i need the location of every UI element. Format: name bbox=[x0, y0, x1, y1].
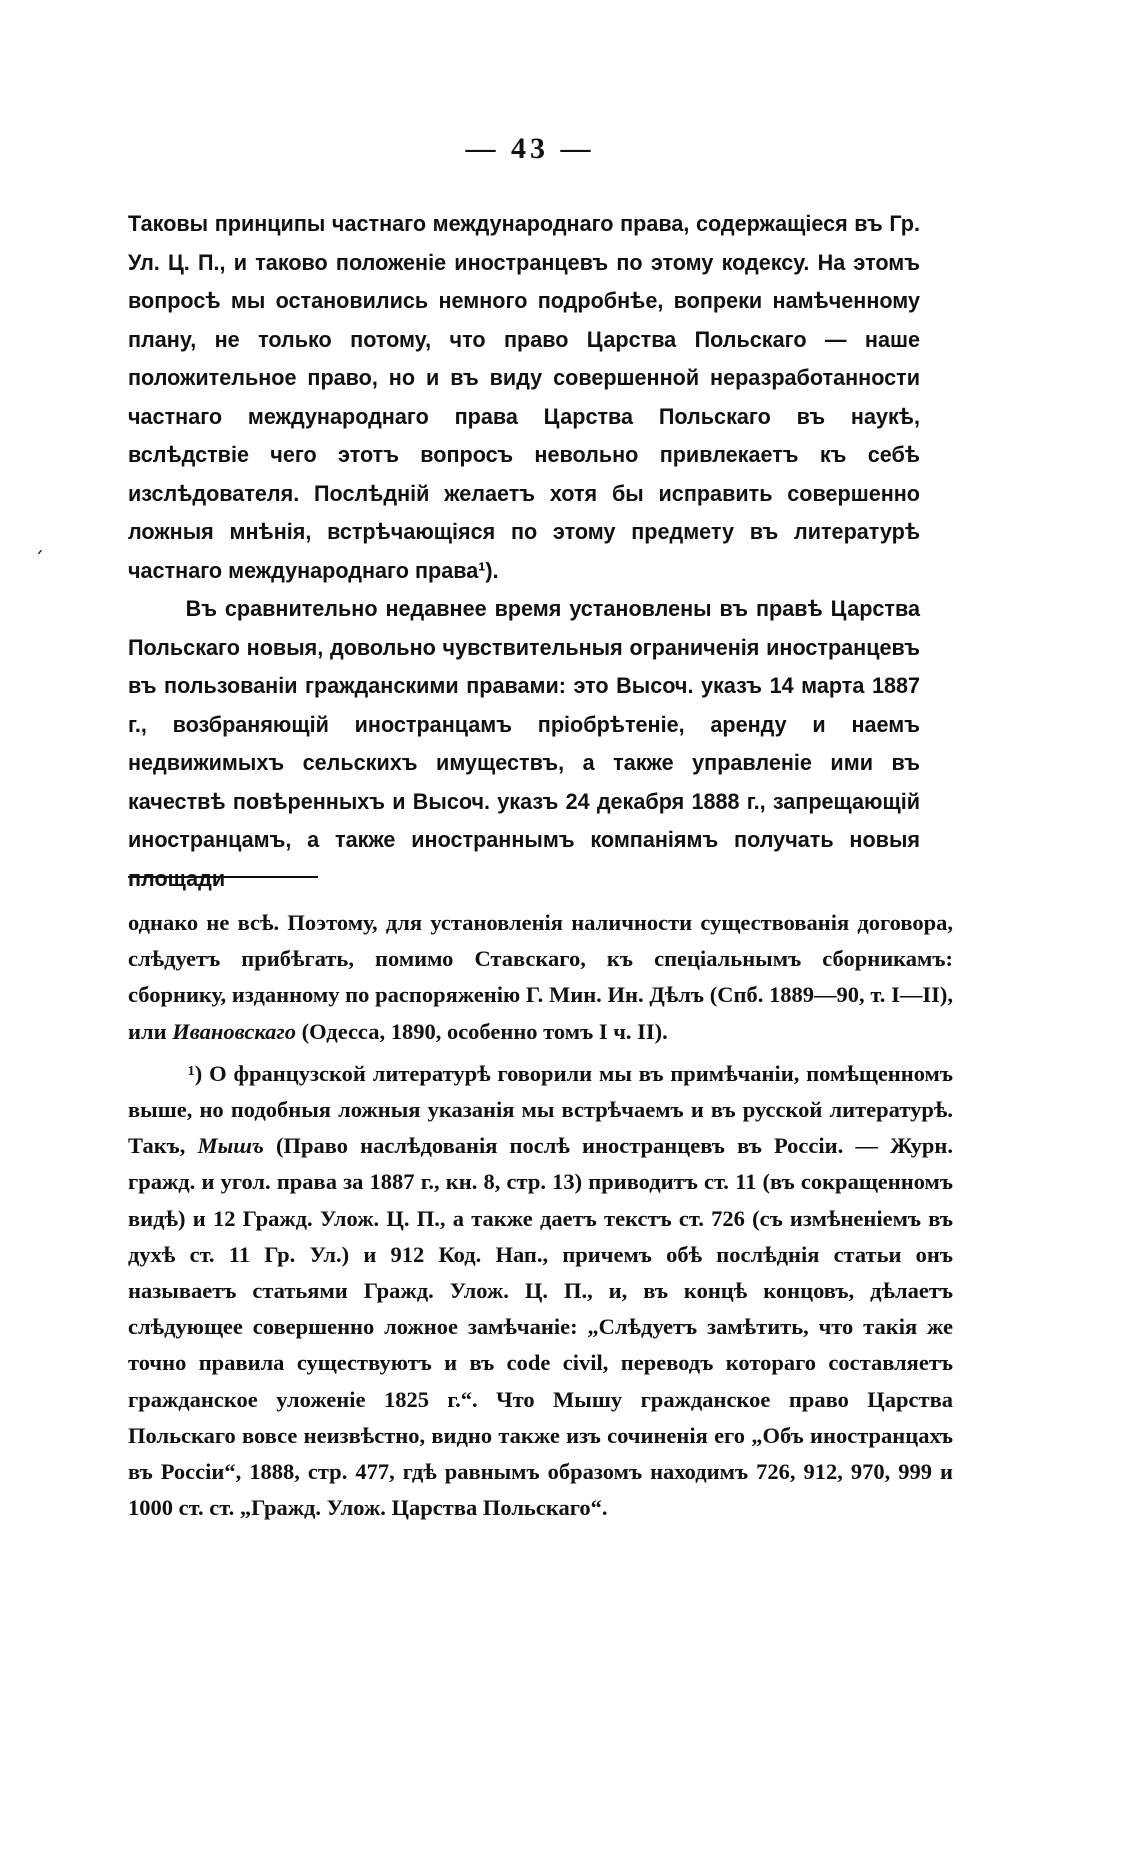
footnote-continuation-author: Ивановскаго bbox=[172, 1018, 296, 1044]
footnote-1-text-b: (Право наслѣдованія послѣ иностранцевъ въ Россіи. — Журн. гражд. и угол. права за 1887 г., кн. 8, стр. 13) приводитъ ст. 11 (въ сокращенномъ видѣ) и 12 Гражд. Улож. Ц. П., а также даетъ текстъ ст. 726 (съ измѣненіемъ въ духѣ ст. 11 Гр. Ул.) и 912 Код. Нап., причемъ обѣ послѣднія статьи онъ называетъ статьями Гражд. Улож. Ц. П., и, въ концѣ концовъ, дѣлаетъ слѣдующее совершенно ложное замѣчаніе: „Слѣдуетъ замѣтить, что такія же точно правила существуютъ и въ code civil, переводъ котораго составляетъ гражданское уложеніе 1825 г.“. Что Мышу гражданское право Царства Польскаго вовсе неизвѣстно, видно также изъ сочиненія его „Объ иностранцахъ въ Россіи“, 1888, стр. 477, гдѣ равнымъ образомъ находимъ 726, 912, 970, 999 и 1000 ст. ст. „Гражд. Улож. Царства Польскаго“. bbox=[128, 1133, 953, 1521]
footnote-1-text-a: ¹) О французской литературѣ говорили мы въ примѣчаніи, помѣщенномъ выше, но подобныя ложныя указанія мы встрѣчаемъ и въ русской литературѣ. Такъ, bbox=[128, 1060, 953, 1159]
footnote-divider bbox=[128, 876, 318, 878]
footnotes bbox=[128, 905, 953, 1526]
footnote-continuation bbox=[128, 905, 953, 1050]
paragraph-2: Въ сравнительно недавнее время установлены въ правѣ Царства Польскаго новыя, довольно чувствительныя ограниченія иностранцевъ въ пользованіи гражданскими правами: это Высоч. указъ 14 марта 1887 г., возбраняющій иностранцамъ пріобрѣтеніе, аренду и наемъ недвижимыхъ сельскихъ имуществъ, а также управленіе ими въ качествѣ повѣренныхъ и Высоч. указъ 24 декабря 1888 г., запрещающій иностранцамъ, а также иностраннымъ компаніямъ получать новыя площади bbox=[128, 596, 921, 891]
footnote-1 bbox=[128, 1056, 953, 1527]
footnote-continuation-text-b: (Одесса, 1890, особенно томъ I ч. II). bbox=[295, 1018, 668, 1044]
margin-mark: ˏ bbox=[34, 530, 44, 554]
paragraph-1: Таковы принципы частнаго международнаго права, содержащіеся въ Гр. Ул. Ц. П., и таково положеніе иностранцевъ по этому кодексу. На этомъ вопросѣ мы остановились немного подробнѣе, вопреки намѣченному плану, не только потому, что право Царства Польскаго — наше положительное право, но и въ виду совершенной неразработанности частнаго международнаго права Царства Польскаго въ наукѣ, вслѣдствіе чего этотъ вопросъ невольно привлекаетъ къ себѣ изслѣдователя. Послѣдній желаетъ хотя бы исправить совершенно ложныя мнѣнія, встрѣчающіяся по этому предмету въ литературѣ частнаго международнаго права¹). bbox=[128, 211, 920, 583]
page-number: — 43 — bbox=[465, 132, 595, 165]
footnote-1-author: Мышъ bbox=[197, 1133, 264, 1159]
footnote-continuation-text-a: однако не всѣ. Поэтому, для установленія наличности существованія договора, слѣдуетъ прибѣгать, помимо Ставскаго, къ спеціальнымъ сборникамъ: сборнику, изданному по распоряженію Г. Мин. Ин. Дѣлъ (Спб. 1889—90, т. I—II), или bbox=[128, 910, 953, 1044]
main-text bbox=[128, 205, 920, 898]
